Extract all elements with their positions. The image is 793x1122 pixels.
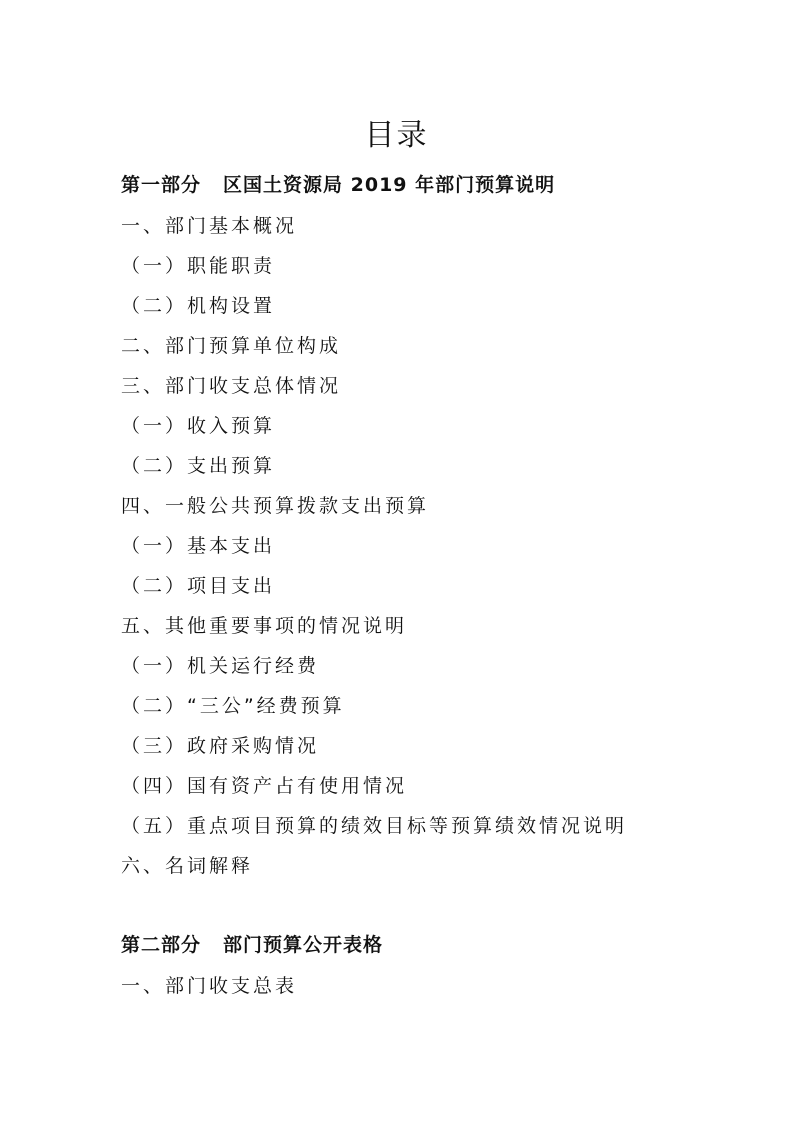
toc-item: （一）收入预算 xyxy=(121,415,276,437)
toc-item: （一）职能职责 xyxy=(121,255,276,277)
part1-title: 区国土资源局 2019 年部门预算说明 xyxy=(223,174,556,196)
toc-item: 二、部门预算单位构成 xyxy=(121,335,342,357)
toc-item: （三）政府采购情况 xyxy=(121,735,320,757)
toc-item: 五、其他重要事项的情况说明 xyxy=(121,615,408,637)
part1-heading xyxy=(121,170,555,197)
toc-item: 四、一般公共预算拨款支出预算 xyxy=(121,495,430,517)
toc-item: 六、名词解释 xyxy=(121,855,254,877)
part2-heading xyxy=(121,930,383,957)
toc-item: （一）基本支出 xyxy=(121,535,276,557)
toc-item: （一）机关运行经费 xyxy=(121,655,320,677)
part1-label: 第一部分 xyxy=(121,174,202,196)
toc-item: 一、部门收支总表 xyxy=(121,975,298,997)
toc-item: （二）支出预算 xyxy=(121,455,276,477)
toc-item: （四）国有资产占有使用情况 xyxy=(121,775,408,797)
toc-item: （二）“三公”经费预算 xyxy=(121,695,345,717)
toc-item: （五）重点项目预算的绩效目标等预算绩效情况说明 xyxy=(121,815,628,837)
part2-title: 部门预算公开表格 xyxy=(223,934,384,956)
toc-item: 一、部门基本概况 xyxy=(121,215,298,237)
toc-item: （二）机构设置 xyxy=(121,295,276,317)
page-title: 目录 xyxy=(364,118,429,153)
toc-item: 三、部门收支总体情况 xyxy=(121,375,342,397)
toc-item: （二）项目支出 xyxy=(121,575,276,597)
part2-label: 第二部分 xyxy=(121,934,202,956)
